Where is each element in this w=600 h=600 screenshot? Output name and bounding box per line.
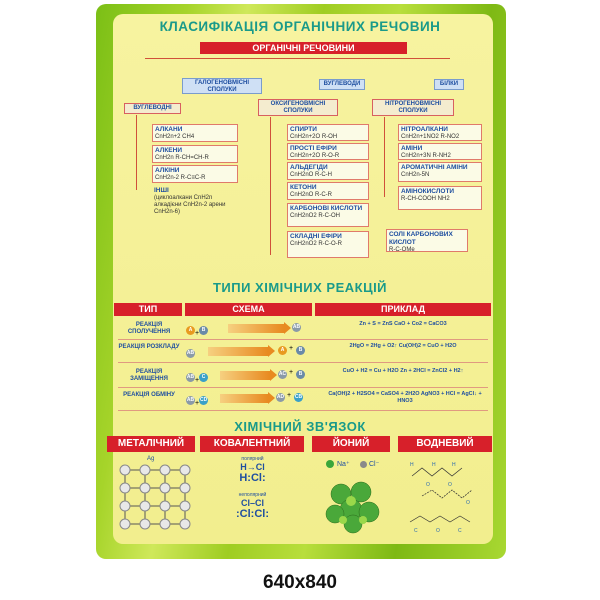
hydro-item: АЛКЕНИ CnH2n R-CH=CH-R [152, 145, 238, 163]
oxygen-item: КЕТОНИ CnH2nO R-C-R [287, 182, 369, 200]
svg-text:C: C [414, 528, 418, 534]
sodium-label: Na⁺ [337, 461, 350, 468]
atom-ab-icon: AB [292, 324, 301, 330]
oxygen-item: СКЛАДНІ ЕФІРИ CnH2nO2 R-C-O-R [287, 231, 369, 258]
chloride-label: Cl⁻ [369, 461, 380, 468]
covalent-formula: :Cl:Cl: [236, 508, 269, 520]
arrow-icon [208, 347, 268, 356]
row-divider [118, 362, 488, 363]
reaction-type: РЕАКЦІЯ СПОЛУЧЕННЯ [127, 322, 171, 335]
bond-metallic: МЕТАЛІЧНИЙ [107, 436, 195, 452]
covalent-formula: H:Cl: [239, 472, 266, 484]
bond-hydrogen: ВОДНЕВИЙ [398, 436, 492, 452]
nitrogen-item: АМІНОКИСЛОТИ R-CH-COOH NH2 [398, 186, 482, 210]
oxygen-item: ПРОСТІ ЕФІРИ CnH2n+2O R-O-R [287, 143, 369, 160]
svg-text:O: O [466, 500, 470, 506]
svg-text:C: C [458, 528, 462, 534]
scheme-combination: A + B AB [186, 322, 311, 336]
covalent-block [205, 456, 300, 536]
root-connector [145, 58, 450, 59]
ionic-block [318, 456, 388, 540]
category-hydrocarbons: ВУГЛЕВОДНІ [124, 103, 181, 114]
svg-text:H: H [452, 462, 456, 468]
category-nitrogen: НІТРОГЕНОВМІСНІ СПОЛУКИ [372, 99, 454, 116]
nitrogen-item: НІТРОАЛКАНИ CnH2n+1NO2 R-NO2 [398, 124, 482, 141]
hydrogen-bond-block [402, 456, 492, 540]
root-category: ОРГАНІЧНІ РЕЧОВИНИ [200, 42, 407, 54]
covalent-formula: Cl–Cl [240, 498, 264, 508]
reaction-type: РЕАКЦІЯ ЗАМІЩЕННЯ [130, 369, 168, 382]
reactions-title: ТИПИ ХІМІЧНИХ РЕАКЦІЙ [212, 280, 388, 295]
covalent-formula: H→Cl [240, 462, 265, 472]
reaction-header-example: ПРИКЛАД [315, 303, 491, 316]
nitrogen-item: АМІНИ CnH2n+3N R-NH2 [398, 143, 482, 160]
bond-ionic: ЙОНИЙ [312, 436, 390, 452]
category-proteins: БІЛКИ [434, 79, 464, 90]
covalent-nonpolar-label: неполярний [238, 492, 267, 498]
oxygen-item: АЛЬДЕГІДИ CnH2nO R-C-H [287, 162, 369, 180]
scheme-exchange: AB+CD AD + CB [186, 392, 303, 407]
sodium-ion-icon [326, 460, 334, 468]
reaction-type: РЕАКЦІЯ ОБМІНУ [123, 392, 175, 398]
reaction-example: 2HgO = 2Hg + O2↑ Cu(OH)2 = CuO + H2O [349, 343, 457, 349]
covalent-polar-label: полярний [241, 456, 264, 462]
scheme-decomposition: AB A + B [186, 345, 311, 359]
svg-text:H: H [432, 462, 436, 468]
reaction-header-type: ТИП [114, 303, 182, 316]
atom-a-icon: A [186, 326, 195, 335]
svg-text:O: O [436, 528, 440, 534]
ion-crystal-icon [323, 476, 383, 536]
chloride-ion-icon [360, 461, 367, 468]
hydro-item: АЛКАНИ CnH2n+2 CH4 [152, 124, 238, 142]
hydrogen-bond-icon [402, 456, 492, 540]
oxygen-item: КАРБОНОВІ КИСЛОТИ CnH2nO2 R-C-OH [287, 203, 369, 227]
reaction-example: Zn + S = ZnS CaO + Co2 = CaCO3 [359, 321, 447, 327]
reaction-type: РЕАКЦІЯ РОЗКЛАДУ [118, 344, 180, 350]
scheme-substitution: AB+ C AC + B [186, 369, 311, 383]
category-oxygen: ОКСИГЕНОВМІСНІ СПОЛУКИ [258, 99, 338, 116]
row-divider [118, 410, 488, 411]
atom-b-icon: B [199, 326, 208, 335]
svg-text:O: O [448, 482, 452, 488]
salts-item: СОЛІ КАРБОНОВИХ КИСЛОТ R-C-OMe [386, 229, 468, 252]
reaction-example: CuO + H2 = Cu + H2O Zn + 2HCl = ZnCl2 + H2↑ [342, 368, 464, 374]
metal-lattice-icon [115, 456, 195, 542]
oxygen-item: СПИРТИ CnH2n+2O R-OH [287, 124, 369, 141]
hydro-line [136, 115, 137, 190]
bond-covalent: КОВАЛЕНТНИЙ [200, 436, 304, 452]
arrow-icon [228, 324, 284, 333]
classification-title: КЛАСИФІКАЦІЯ ОРГАНІЧНИХ РЕЧОВИН [159, 19, 441, 34]
metal-label: Ag [147, 456, 155, 462]
svg-text:H: H [410, 462, 414, 468]
nitrogen-line [384, 117, 385, 197]
category-carbs: ВУГЛЕВОДИ [319, 79, 365, 90]
row-divider [118, 339, 488, 340]
size-caption: 640x840 [263, 572, 337, 593]
nitrogen-item: АРОМАТИЧНІ АМІНИ CnH2n-5N [398, 162, 482, 182]
reaction-header-scheme: СХЕМА [185, 303, 312, 316]
reaction-example: Ca(OH)2 + H2SO4 = CaSO4 + 2H2O AgNO3 + HCl = AgCl↓ + HNO3 [328, 391, 482, 404]
arrow-icon [220, 394, 268, 403]
oxygen-line [270, 117, 271, 255]
arrow-icon [220, 371, 270, 380]
bond-title: ХІМІЧНИЙ ЗВ'ЯЗОК [234, 419, 366, 434]
row-divider [118, 387, 488, 388]
svg-text:O: O [426, 482, 430, 488]
category-halogen: ГАЛОГЕНОВМІСНІ СПОЛУКИ [182, 78, 262, 94]
hydro-item: ІНШІ (циклоалкани CnH2n алкадієни CnH2n-2 арени CnH2n-6) [154, 187, 226, 215]
hydro-item: АЛКІНИ CnH2n-2 R-C≡C-R [152, 165, 238, 183]
